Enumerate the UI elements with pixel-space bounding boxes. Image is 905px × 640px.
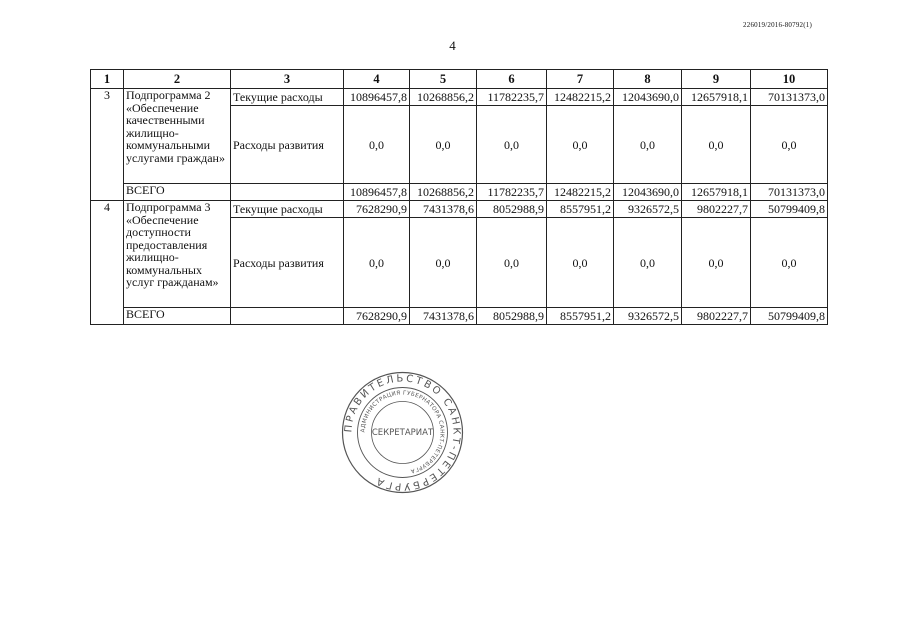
value-cell: 9802227,7	[682, 201, 751, 218]
value-cell: 0,0	[477, 218, 547, 308]
column-header: 1	[91, 70, 124, 89]
value-cell: 11782235,7	[477, 184, 547, 201]
value-cell: 7628290,9	[344, 201, 410, 218]
row-number: 3	[91, 89, 124, 201]
value-cell: 70131373,0	[751, 89, 828, 106]
value-cell: 0,0	[682, 106, 751, 184]
value-cell: 0,0	[547, 106, 614, 184]
empty-cell	[231, 184, 344, 201]
table-row	[91, 89, 828, 106]
value-cell: 0,0	[344, 106, 410, 184]
column-header: 6	[477, 70, 547, 89]
value-cell: 70131373,0	[751, 184, 828, 201]
expense-type: Текущие расходы	[231, 201, 344, 218]
official-seal	[340, 370, 465, 495]
program-name: Подпрограмма 3 «Обеспечение доступности предоставления жилищно-коммунальных услуг гражданам»	[124, 201, 231, 308]
seal-graphic	[340, 370, 465, 495]
value-cell: 9326572,5	[614, 308, 682, 325]
column-header: 9	[682, 70, 751, 89]
value-cell: 0,0	[344, 218, 410, 308]
value-cell: 12482215,2	[547, 184, 614, 201]
expense-type: Расходы развития	[231, 218, 344, 308]
value-cell: 8052988,9	[477, 308, 547, 325]
value-cell: 8557951,2	[547, 308, 614, 325]
total-label: ВСЕГО	[124, 184, 231, 201]
value-cell: 50799409,8	[751, 308, 828, 325]
seal-inner-text: АДМИНИСТРАЦИЯ ГУБЕРНАТОРА САНКТ-ПЕТЕРБУРГА	[360, 390, 445, 474]
value-cell: 0,0	[751, 106, 828, 184]
value-cell: 7431378,6	[410, 201, 477, 218]
column-header: 2	[124, 70, 231, 89]
value-cell: 12482215,2	[547, 89, 614, 106]
value-cell: 10896457,8	[344, 89, 410, 106]
value-cell: 8557951,2	[547, 201, 614, 218]
seal-outer-text: ПРАВИТЕЛЬСТВО САНКТ-ПЕТЕРБУРГА	[343, 373, 462, 492]
value-cell: 7628290,9	[344, 308, 410, 325]
value-cell: 12043690,0	[614, 89, 682, 106]
table-row	[91, 201, 828, 218]
value-cell: 11782235,7	[477, 89, 547, 106]
column-header: 8	[614, 70, 682, 89]
value-cell: 0,0	[682, 218, 751, 308]
value-cell: 0,0	[751, 218, 828, 308]
value-cell: 10268856,2	[410, 184, 477, 201]
program-name: Подпрограмма 2 «Обеспечение качественными жилищно-коммунальными услугами граждан»	[124, 89, 231, 184]
column-header: 4	[344, 70, 410, 89]
value-cell: 0,0	[410, 218, 477, 308]
column-header: 10	[751, 70, 828, 89]
column-header: 5	[410, 70, 477, 89]
table-row-total	[91, 308, 828, 325]
value-cell: 50799409,8	[751, 201, 828, 218]
value-cell: 12043690,0	[614, 184, 682, 201]
value-cell: 8052988,9	[477, 201, 547, 218]
value-cell: 10268856,2	[410, 89, 477, 106]
table-header-row	[91, 70, 828, 89]
value-cell: 0,0	[614, 106, 682, 184]
value-cell: 12657918,1	[682, 184, 751, 201]
value-cell: 10896457,8	[344, 184, 410, 201]
value-cell: 0,0	[410, 106, 477, 184]
expense-type: Текущие расходы	[231, 89, 344, 106]
value-cell: 9326572,5	[614, 201, 682, 218]
value-cell: 0,0	[547, 218, 614, 308]
page-number: 4	[449, 38, 456, 53]
row-number: 4	[91, 201, 124, 325]
value-cell: 0,0	[477, 106, 547, 184]
column-header: 7	[547, 70, 614, 89]
empty-cell	[231, 308, 344, 325]
expense-type: Расходы развития	[231, 106, 344, 184]
value-cell: 9802227,7	[682, 308, 751, 325]
value-cell: 7431378,6	[410, 308, 477, 325]
table-row-total	[91, 184, 828, 201]
value-cell: 12657918,1	[682, 89, 751, 106]
seal-center-text: СЕКРЕТАРИАТ	[371, 428, 434, 438]
value-cell: 0,0	[614, 218, 682, 308]
total-label: ВСЕГО	[124, 308, 231, 325]
document-id: 226019/2016-80792(1)	[743, 21, 812, 29]
column-header: 3	[231, 70, 344, 89]
budget-table	[90, 69, 828, 325]
